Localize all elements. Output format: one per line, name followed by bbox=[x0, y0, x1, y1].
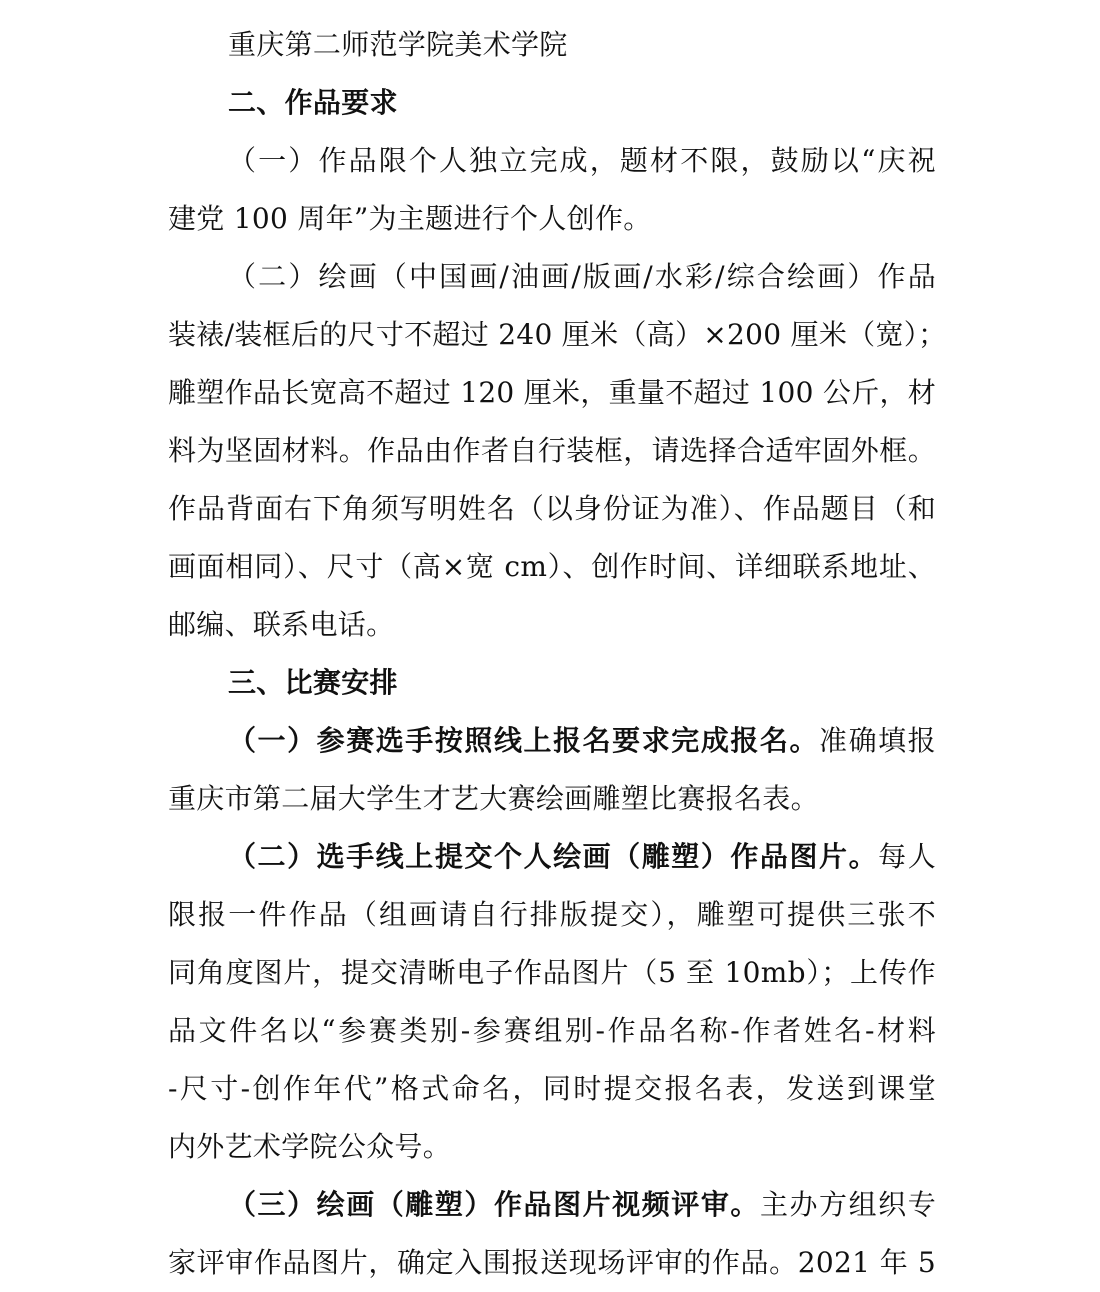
paragraph-line: 邮编、联系电话。 bbox=[168, 608, 395, 641]
paragraph-text: 准确填报 bbox=[819, 724, 936, 757]
paragraph-line: 重庆市第二届大学生才艺大赛绘画雕塑比赛报名表。 bbox=[168, 782, 819, 815]
paragraph-line: 装裱/装框后的尺寸不超过 240 厘米（高）×200 厘米（宽）； bbox=[168, 318, 947, 351]
paragraph-line bbox=[168, 1176, 936, 1234]
paragraph-line: 画面相同）、尺寸（高×宽 cm）、创作时间、详细联系地址、 bbox=[168, 550, 936, 583]
paragraph-line: 品文件名以“参赛类别-参赛组别-作品名称-作者姓名-材料 bbox=[168, 1014, 936, 1047]
paragraph-line: 料为坚固材料。作品由作者自行装框，请选择合适牢固外框。 bbox=[168, 434, 936, 467]
paragraph-text: 主办方组织专 bbox=[759, 1188, 936, 1221]
paragraph-line: 内外艺术学院公众号。 bbox=[168, 1130, 452, 1163]
document-page bbox=[168, 16, 947, 1292]
paragraph-lead: （一）参赛选手按照线上报名要求完成报名。 bbox=[228, 724, 820, 757]
section-heading-requirements: 二、作品要求 bbox=[228, 86, 398, 119]
paragraph-line: 限报一件作品（组画请自行排版提交），雕塑可提供三张不 bbox=[168, 898, 936, 931]
paragraph-line: （一）作品限个人独立完成，题材不限，鼓励以“庆祝 bbox=[228, 144, 936, 177]
paragraph-line bbox=[168, 828, 936, 886]
paragraph-text: 每人 bbox=[878, 840, 936, 873]
paragraph-lead: （三）绘画（雕塑）作品图片视频评审。 bbox=[228, 1188, 760, 1221]
paragraph-line bbox=[168, 712, 936, 770]
section-heading-schedule: 三、比赛安排 bbox=[228, 666, 398, 699]
paragraph-line: 建党 100 周年”为主题进行个人创作。 bbox=[168, 202, 652, 235]
paragraph-line: 同角度图片，提交清晰电子作品图片（5 至 10mb）；上传作 bbox=[168, 956, 936, 989]
paragraph-line: 作品背面右下角须写明姓名（以身份证为准）、作品题目（和 bbox=[168, 492, 936, 525]
organizer-line: 重庆第二师范学院美术学院 bbox=[228, 28, 568, 61]
paragraph-line: -尺寸-创作年代”格式命名，同时提交报名表，发送到课堂 bbox=[168, 1072, 936, 1105]
paragraph-line: 雕塑作品长宽高不超过 120 厘米，重量不超过 100 公斤，材 bbox=[168, 376, 937, 409]
paragraph-line: 家评审作品图片，确定入围报送现场评审的作品。2021 年 5 bbox=[168, 1246, 936, 1279]
paragraph-line: （二）绘画（中国画/油画/版画/水彩/综合绘画）作品 bbox=[228, 260, 936, 293]
paragraph-lead: （二）选手线上提交个人绘画（雕塑）作品图片。 bbox=[228, 840, 879, 873]
